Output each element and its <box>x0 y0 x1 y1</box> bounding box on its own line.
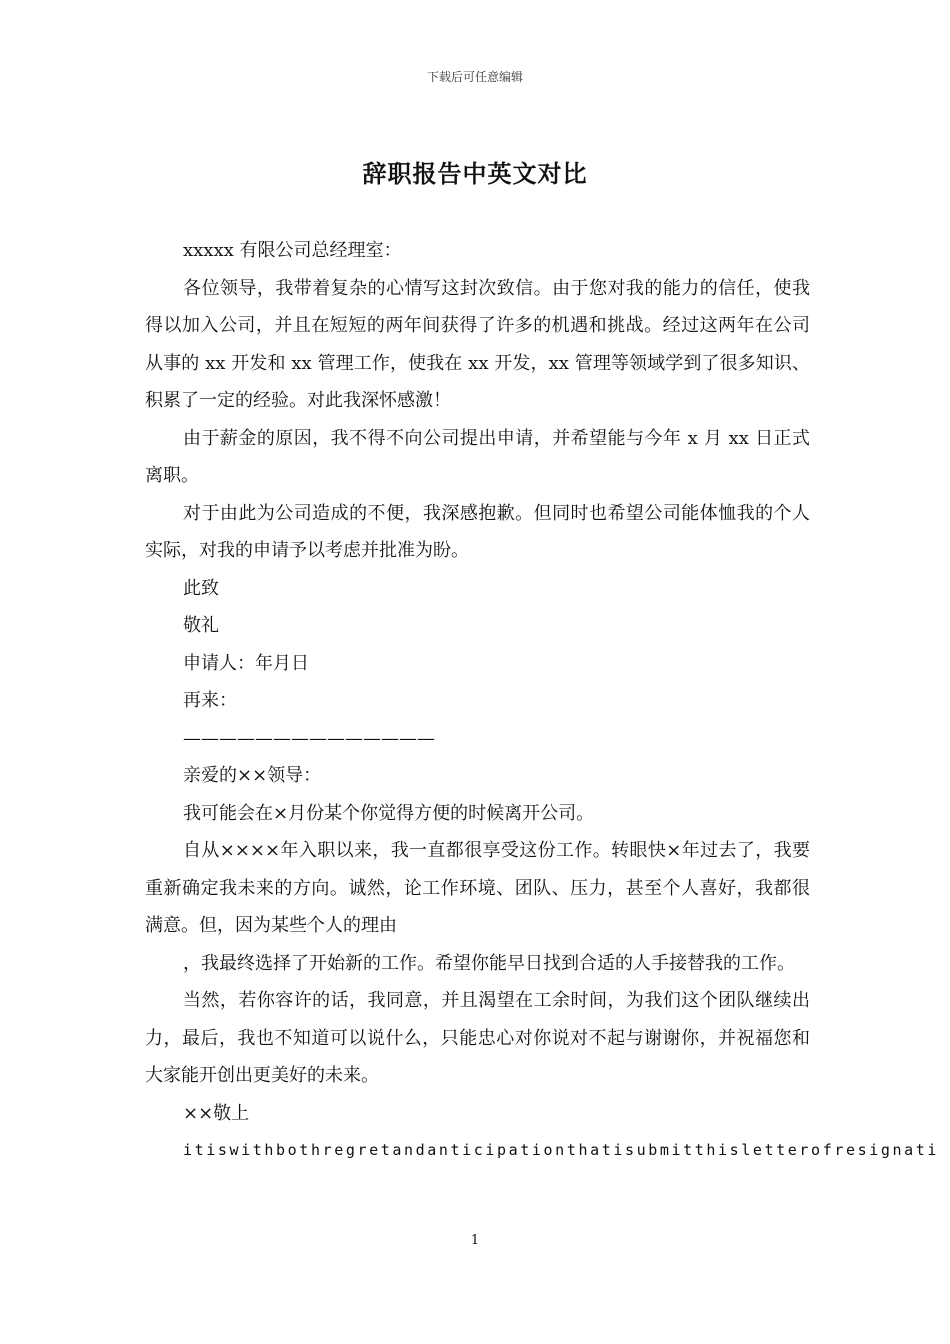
separator-line: —————————————— <box>183 727 435 749</box>
paragraph-reason: 由于薪金的原因，我不得不向公司提出申请，并希望能与今年 x 月 xx 日正式离职。 <box>145 427 810 486</box>
signature-line: ××敬上 <box>183 1102 250 1124</box>
salutation-line: 亲爱的××领导： <box>183 765 322 786</box>
paragraph-apology: 对于由此为公司造成的不便，我深感抱歉。但同时也希望公司能体恤我的个人实际，对我的申请予以考虑并批准为盼。 <box>145 502 810 561</box>
paragraph-thanks: 当然，若你容许的话，我同意，并且渴望在工余时间，为我们这个团队继续出力，最后，我也不知道可以说什么，只能忠心对你说对不起与谢谢你，并祝福您和大家能开创出更美好的未来。 <box>145 990 810 1086</box>
paragraph-new-job: ，我最终选择了开始新的工作。希望你能早日找到合适的人手接替我的工作。 <box>183 952 795 974</box>
paragraph-since-joining: 自从××××年入职以来，我一直都很享受这份工作。转眼快×年过去了，我要重新确定我未来的方向。诚然，论工作环境、团队、压力，甚至个人喜好，我都很满意。但，因为某些个人的理由 <box>145 840 810 936</box>
paragraph-leave-date: 我可能会在×月份某个你觉得方便的时候离开公司。 <box>183 802 595 824</box>
header-note: 下载后可任意编辑 <box>426 70 523 84</box>
page-number: 1 <box>470 1233 480 1248</box>
section-label-again: 再来： <box>183 690 237 711</box>
english-paragraph: itiswithbothregretandanticipationthatisubmitthisletterofresignati <box>183 1141 939 1159</box>
closing-cizhi: 此致 <box>183 577 219 599</box>
closing-jingli: 敬礼 <box>183 615 219 636</box>
paragraph-intro: 各位领导，我带着复杂的心情写这封次致信。由于您对我的能力的信任，使我得以加入公司，并且在短短的两年间获得了许多的机遇和挑战。经过这两年在公司从事的 xx 开发和 xx 管理工作，使我在 xx 开发，xx 管理等领域学到了很多知识、积累了一定的经验。对此我深怀感激！ <box>145 277 810 411</box>
document-title: 辞职报告中英文对比 <box>362 160 588 188</box>
document-body <box>145 232 939 1170</box>
addressee-line: xxxxx 有限公司总经理室： <box>183 240 402 261</box>
applicant-date-line: 申请人：年月日 <box>183 652 309 674</box>
